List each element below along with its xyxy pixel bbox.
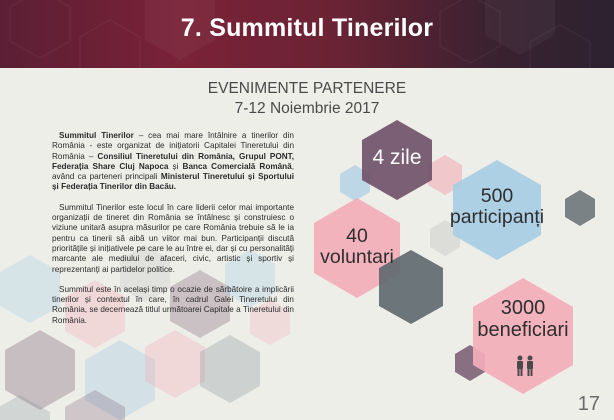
stat-volunteers-label: voluntari bbox=[320, 246, 394, 269]
body-text bbox=[52, 131, 294, 336]
bold-partners: Ministerul Tineretului și Sportului și Federația Tinerilor din Bacău. bbox=[52, 172, 294, 192]
stat-beneficiaries bbox=[470, 298, 576, 341]
text-fragment: , având ca parteneri principali bbox=[52, 161, 294, 182]
stat-participants-label: participanți bbox=[449, 206, 545, 229]
text-fragment: – cea mai mare întâlnire a tinerilor din România - este organizat de inițiatorii Capitalei Tineretului din România – bbox=[52, 131, 294, 161]
stat-participants-number: 500 bbox=[480, 185, 514, 207]
stat-participants bbox=[447, 186, 547, 228]
page-number: 17 bbox=[577, 393, 600, 415]
stat-beneficiaries-label: beneficiari bbox=[477, 318, 569, 341]
bold-summit-name: Summitul Tinerilor bbox=[59, 131, 134, 140]
paragraph-1 bbox=[52, 131, 294, 193]
bold-initiators: Consiliul Tineretului din România, Grupul PONT, Federația Share Cluj Napoca bbox=[52, 151, 294, 171]
paragraph-3: Summitul este în același timp o ocazie de sărbătoire a implicării tinerilor și contextul în care, în cadrul Galei Tineretului din România, se decernează titlul următoarei Capitale a Tineretului din România. bbox=[52, 284, 294, 325]
stat-volunteers bbox=[312, 226, 402, 268]
people-icon bbox=[514, 355, 536, 377]
stat-beneficiaries-number: 3000 bbox=[500, 297, 546, 319]
text-fragment: și bbox=[168, 161, 183, 171]
bold-bank: Banca Comercială Română bbox=[182, 161, 292, 171]
event-date: 7-12 Noiembrie 2017 bbox=[234, 100, 380, 117]
paragraph-2: Summitul Tinerilor este locul în care liderii celor mai importante organizații de tineret din România se întâlnesc și construiesc o viziune unitară asupra măsurilor pe care România trebuie să le ia pentru ca tinerii să aibă un viitor mai bun. Participanții discută prioritățile și inițiativele pe care le au între ei, dar și cu personalități marcante ale mediului de afaceri, civic, artistic și sportiv și reprezentanți ai partidelor politice. bbox=[52, 202, 294, 274]
section-subtitle: EVENIMENTE PARTENERE bbox=[207, 80, 407, 97]
page-title: 7. Summitul Tinerilor bbox=[180, 14, 434, 42]
stat-days: 4 zile bbox=[372, 146, 422, 169]
stat-volunteers-number: 40 bbox=[346, 225, 368, 247]
